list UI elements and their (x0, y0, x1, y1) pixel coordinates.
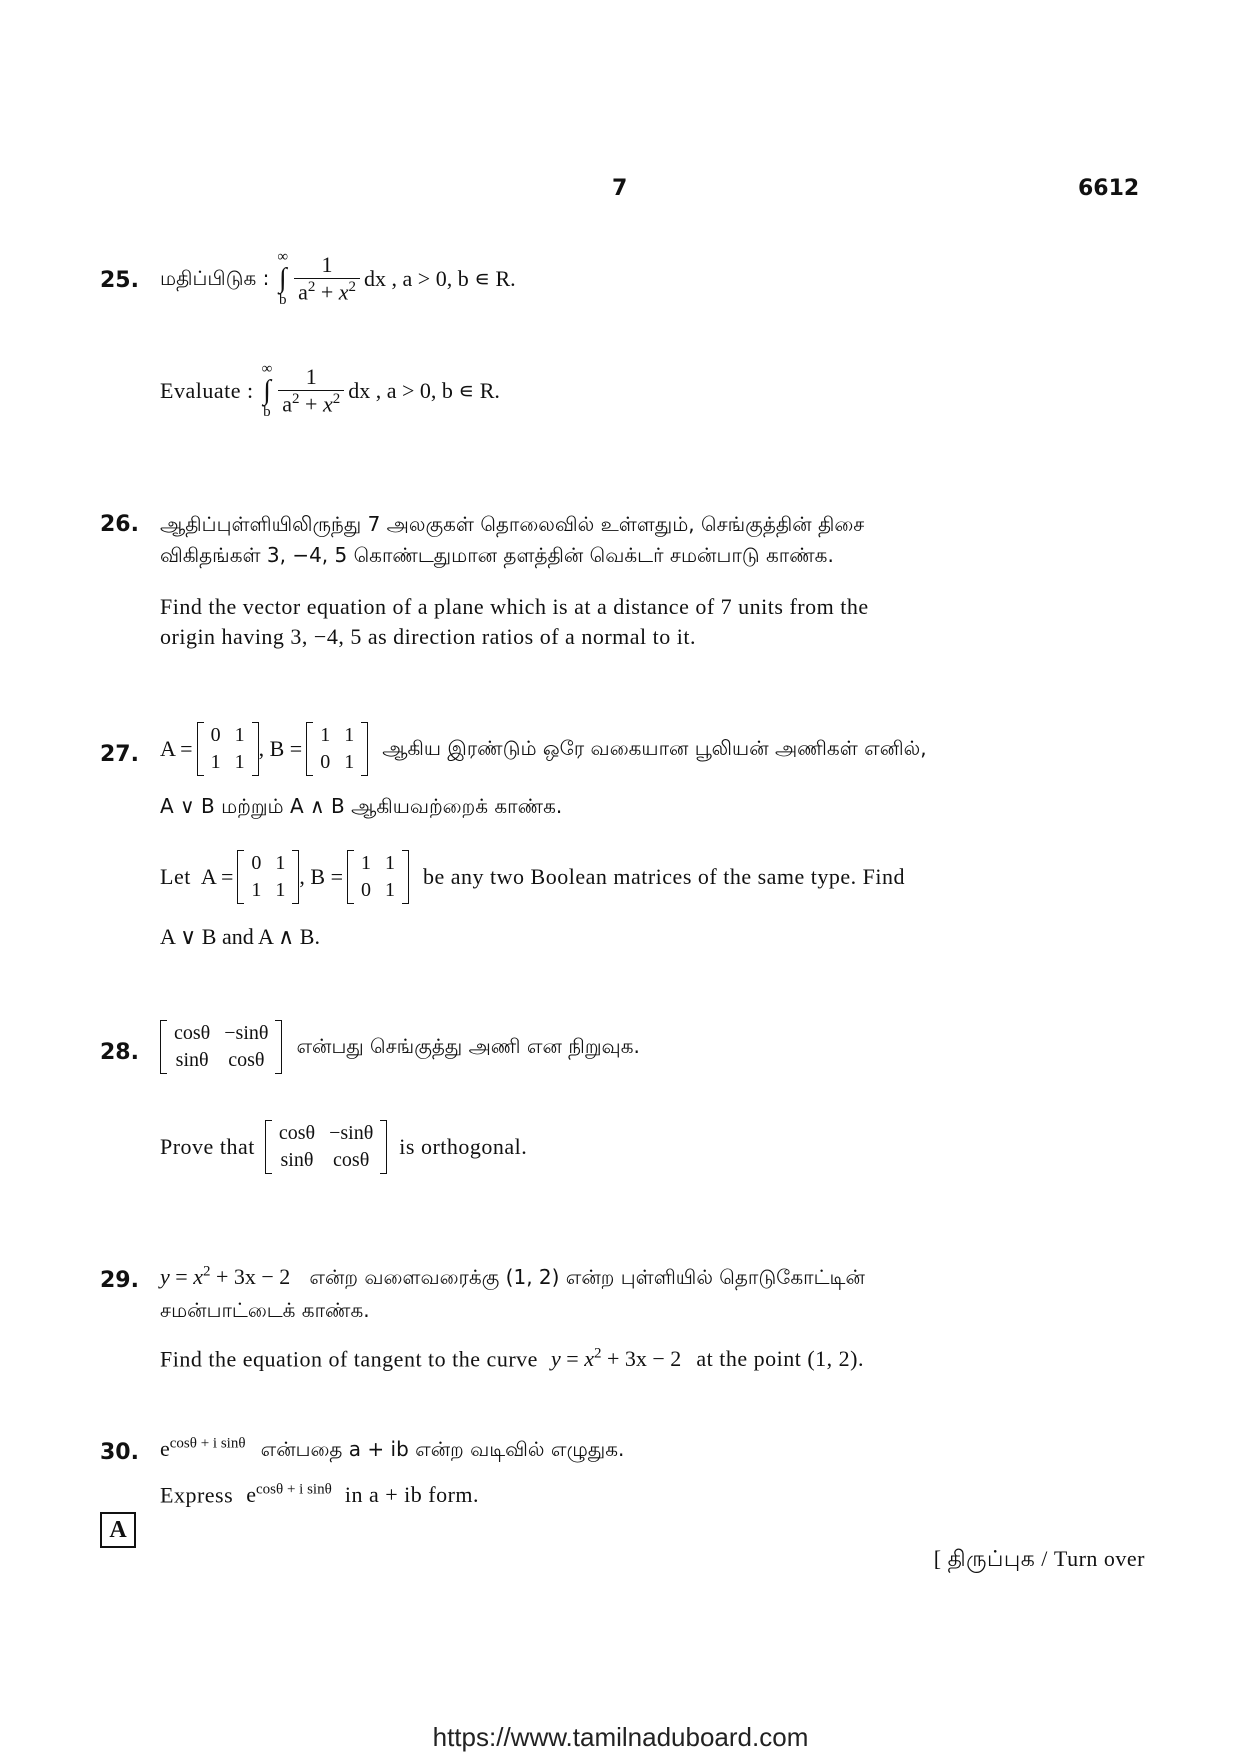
fraction-denominator: $a^2 + x^2$ (298, 279, 357, 305)
matrix-a-label: A = (160, 736, 193, 761)
q28-tamil-tail: என்பது செங்குத்து அணி என நிறுவுக. (296, 1033, 640, 1058)
q30-english-prefix: Express (160, 1482, 234, 1508)
question-number-30: 30. (100, 1440, 139, 1465)
matrix-a-label: A = (200, 864, 234, 889)
q30-expression: $e^{cos\theta + i sin\theta}$ (160, 1436, 246, 1462)
q28-english-prefix: Prove that (160, 1134, 255, 1159)
matrix-b: 1 1 0 1 (347, 850, 409, 904)
q27-tamil-line2: A ∨ B மற்றும் A ∧ B ஆகியவற்றைக் காண்க. (160, 794, 563, 818)
q25-tamil-label: மதிப்பிடுக : (160, 265, 270, 290)
matrix-b-label: , B = (258, 736, 303, 761)
q29-tamil-line1 (160, 1264, 865, 1292)
q29-english-line (160, 1346, 864, 1372)
q25-integral-ta (277, 250, 288, 308)
q29-tamil-mid: என்ற வளைவரைக்கு (1, 2) என்ற புள்ளியில் தொடுகோட்டின் (309, 1265, 865, 1290)
question-number-25: 25. (100, 268, 139, 293)
q26-english-line1: Find the vector equation of a plane which is at a distance of 7 units from the (160, 594, 869, 619)
integral-sign: ∫ (263, 375, 271, 406)
q25-fraction-en (278, 364, 344, 417)
rotation-matrix: cosθ −sinθ sinθ cosθ (265, 1120, 387, 1174)
integral-lower-limit: b (278, 292, 287, 308)
matrix-b: 1 1 0 1 (306, 722, 368, 776)
q28-tamil-line (160, 1020, 640, 1074)
q25-tail-ta: dx , a > 0, b ∊ R. (364, 266, 516, 291)
q25-english-label: Evaluate : (160, 378, 254, 403)
q29-english-prefix: Find the equation of tangent to the curve (160, 1346, 538, 1372)
q26-tamil-line1: ஆதிப்புள்ளியிலிருந்து 7 அலகுகள் தொலைவில் உள்ளதும், செங்குத்தின் திசை (160, 512, 865, 536)
page-number: 7 (612, 176, 628, 201)
q25-english-line (160, 362, 500, 420)
q30-english-tail: in a + ib form. (344, 1482, 480, 1508)
q27-let: Let (160, 864, 191, 889)
q25-fraction-ta (294, 252, 360, 305)
question-number-27: 27. (100, 742, 139, 767)
q27-tamil-line1 (160, 722, 927, 776)
paper-code: 6612 (1078, 176, 1140, 201)
question-number-28: 28. (100, 1040, 139, 1065)
fraction-numerator: 1 (294, 252, 360, 279)
q27-english-line1 (160, 850, 905, 904)
q30-tamil-tail: என்பதை a + ib என்ற வடிவில் எழுதுக. (260, 1437, 625, 1462)
q29-english-tail: at the point (1, 2). (696, 1346, 865, 1372)
fraction-denominator: $a^2 + x^2$ (282, 391, 341, 417)
turn-over-label: [ திருப்புக / Turn over (933, 1546, 1145, 1571)
q25-tail-en: dx , a > 0, b ∊ R. (348, 378, 500, 403)
q30-tamil-line (160, 1436, 624, 1464)
q25-integral-en (262, 362, 273, 420)
q29-equation: $y = x^2 + 3x - 2$ (160, 1264, 291, 1290)
q29-equation: $y = x^2 + 3x - 2$ (551, 1346, 682, 1372)
integral-upper-limit: ∞ (277, 249, 289, 265)
fraction-numerator: 1 (278, 364, 344, 391)
question-number-26: 26. (100, 512, 139, 537)
q28-english-line (160, 1120, 527, 1174)
q30-english-line (160, 1482, 479, 1508)
q30-expression: $e^{cos\theta + i sin\theta}$ (246, 1482, 332, 1508)
q26-english-line2: origin having 3, −4, 5 as direction ratios of a normal to it. (160, 624, 696, 649)
integral-sign: ∫ (278, 263, 287, 294)
q27-tamil-tail: ஆகிய இரண்டும் ஒரே வகையான பூலியன் அணிகள் எனில், (382, 735, 927, 760)
website-url[interactable]: https://www.tamilnaduboard.com (432, 1722, 809, 1752)
q28-english-tail: is orthogonal. (399, 1134, 528, 1159)
integral-lower-limit: b (263, 404, 271, 420)
q25-tamil-line (160, 250, 516, 308)
series-box: A (100, 1512, 136, 1548)
integral-upper-limit: ∞ (261, 361, 273, 377)
q29-tamil-line2: சமன்பாட்டைக் காண்க. (160, 1298, 370, 1322)
matrix-a: 0 1 1 1 (237, 850, 299, 904)
q26-tamil-line2: விகிதங்கள் 3, −4, 5 கொண்டதுமான தளத்தின் வெக்டர் சமன்பாடு காண்க. (160, 543, 834, 567)
q27-english-tail: be any two Boolean matrices of the same type. Find (423, 864, 906, 889)
rotation-matrix: cosθ −sinθ sinθ cosθ (160, 1020, 282, 1074)
matrix-b-label: , B = (299, 864, 344, 889)
q27-english-line2: A ∨ B and A ∧ B. (160, 924, 320, 949)
matrix-a: 0 1 1 1 (197, 722, 259, 776)
question-number-29: 29. (100, 1268, 139, 1293)
